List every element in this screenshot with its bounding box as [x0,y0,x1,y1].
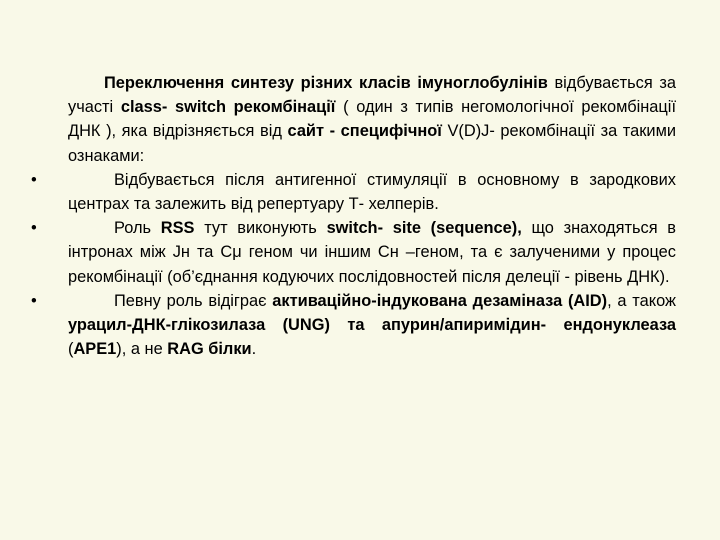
bullet-item-2 [31,216,677,289]
bullet-icon: • [31,219,37,238]
bullet-bold-term: RAG білки [167,340,252,359]
bullet-text-segment: ( [68,340,74,359]
intro-bold-term: сайт - специфічної [287,122,442,141]
bullet-text-segment: Роль [114,219,161,238]
bullet-text-segment: тут виконують [194,219,327,238]
bullet-bold-term: урацил-ДНК-глікозилаза (UNG) та апурин/апиримідин- ендонуклеаза [68,316,676,335]
intro-text: відбувається за участі [68,74,676,117]
bullet-text-segment: ), а не [116,340,168,359]
bullet-text-segment: Певну роль відіграє [114,291,273,310]
intro-text: ( один з типів негомологічної рекомбінації ДНК ), яка відрізняється від [68,98,677,141]
bullet-text [68,168,676,216]
bullet-text [68,216,676,289]
bullet-text-segment: . [251,340,257,359]
bullet-text-segment: Відбувається після антигенної стимуляції в основному в зародкових центрах та залежить від репертуару Т- хелперів. [68,170,676,214]
bullet-text-segment: , а також [607,291,676,310]
bullet-item-1 [31,168,676,216]
bullet-bold-term: APE1 [73,340,117,359]
slide-body [31,71,677,361]
intro-text: V(D)J- рекомбінації за такими ознаками: [68,122,677,165]
bullet-icon: • [31,170,37,189]
bullet-item-3 [31,289,676,362]
bullet-icon: • [31,291,37,310]
intro-heading-phrase: Переключення синтезу різних класів імуноглобулінів [104,74,548,92]
bullet-bold-term: switch- site (sequence), [326,219,522,238]
bullet-text [68,289,676,362]
intro-bold-term: class- switch рекомбінації [120,98,336,117]
bullet-text-segment: що знаходяться в інтронах між Jн та Cμ геном чи іншим Cн –геном, та є залученими у процес рекомбінації (об’єднання кодуючих послідовностей після делеції - рівень ДНК). [68,219,677,286]
intro-paragraph [68,71,676,168]
bullet-bold-term: активаційно-індукована дезаміназа (AID) [272,291,608,310]
bullet-bold-term: RSS [160,219,195,238]
